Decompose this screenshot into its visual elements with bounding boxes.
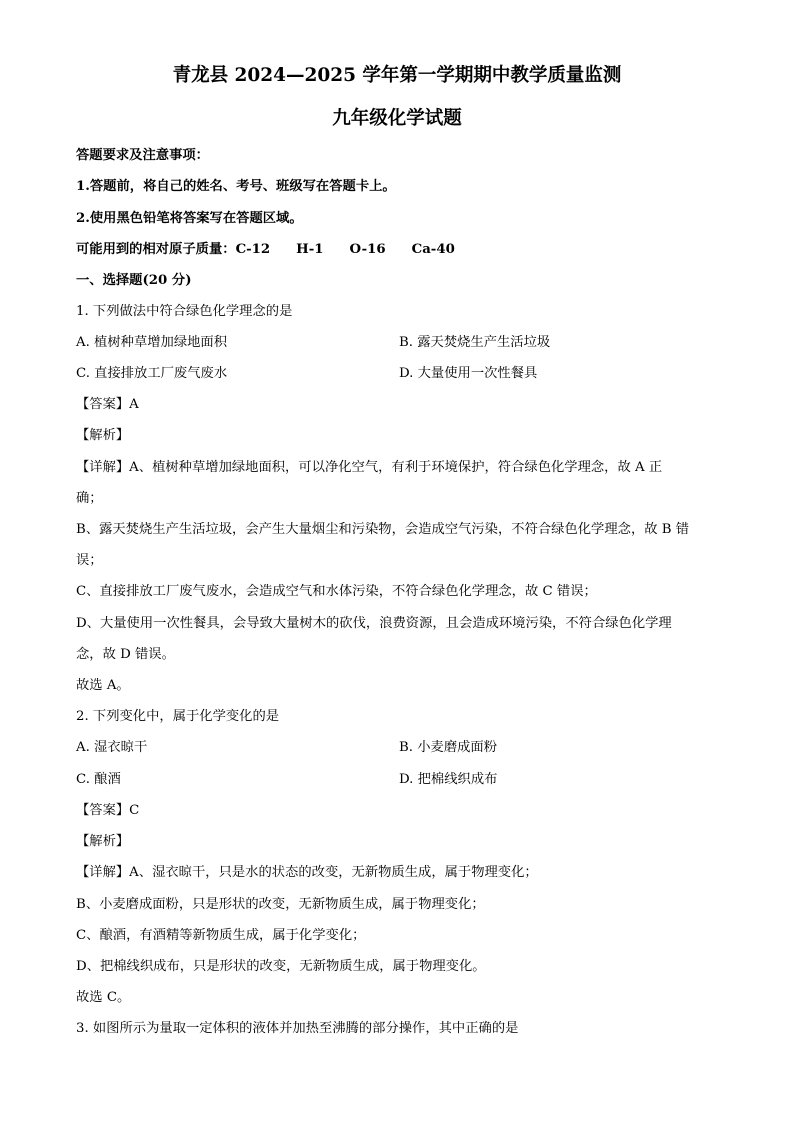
- analysis-label: 【解析】: [76, 834, 130, 849]
- atomic-mass-value: H-1: [296, 242, 324, 257]
- detail-line: D、把棉线织成布，只是形状的改变，无新物质生成，属于物理变化。: [76, 959, 486, 974]
- detail-line: B、露天焚烧生产生活垃圾，会产生大量烟尘和污染物，会造成空气污染，不符合绿色化学理念，故 B 错: [76, 522, 690, 537]
- option-a: A. 湿衣晾干: [76, 740, 148, 755]
- option-a: A. 植树种草增加绿地面积: [76, 335, 228, 350]
- detail-line: 故选 C。: [76, 990, 131, 1005]
- question-stem: 1. 下列做法中符合绿色化学理念的是: [76, 304, 293, 319]
- detail-line: 【详解】A、湿衣晾干，只是水的状态的改变，无新物质生成，属于物理变化；: [76, 865, 538, 880]
- detail-line: 念，故 D 错误。: [76, 647, 175, 662]
- detail-line: C、酿酒，有酒精等新物质生成，属于化学变化；: [76, 928, 366, 943]
- option-b: B. 小麦磨成面粉: [399, 740, 498, 755]
- option-d: D. 把棉线织成布: [399, 772, 498, 787]
- answer-line: 【答案】C: [76, 803, 140, 818]
- detail-line: D、大量使用一次性餐具，会导致大量树木的砍伐，浪费资源，且会造成环境污染，不符合绿色化学理: [76, 616, 672, 631]
- question-stem: 3. 如图所示为量取一定体积的液体并加热至沸腾的部分操作，其中正确的是: [76, 1021, 519, 1036]
- atomic-mass-value: C-12: [235, 242, 271, 257]
- analysis-label: 【解析】: [76, 428, 130, 443]
- instructions-heading: 答题要求及注意事项：: [76, 148, 209, 163]
- answer-line: 【答案】A: [76, 397, 139, 412]
- page-subtitle: 九年级化学试题: [332, 108, 462, 129]
- detail-line: 【详解】A、植树种草增加绿地面积，可以净化空气，有利于环境保护，符合绿色化学理念，故 A 正: [76, 460, 663, 475]
- atomic-mass-label: 可能用到的相对原子质量：: [76, 242, 236, 257]
- detail-line: C、直接排放工厂废气废水，会造成空气和水体污染，不符合绿色化学理念，故 C 错误；: [76, 584, 597, 599]
- option-d: D. 大量使用一次性餐具: [399, 366, 538, 381]
- section-title: 一、选择题(20 分): [76, 273, 192, 288]
- detail-line: 误；: [76, 553, 103, 568]
- detail-line: 确；: [76, 491, 103, 506]
- atomic-mass-value: Ca-40: [411, 242, 455, 257]
- instruction-item: 1.答题前，将自己的姓名、考号、班级写在答题卡上。: [76, 179, 396, 194]
- option-c: C. 酿酒: [76, 772, 121, 787]
- option-c: C. 直接排放工厂废气废水: [76, 366, 228, 381]
- detail-line: 故选 A。: [76, 678, 130, 693]
- instruction-item: 2.使用黑色铅笔将答案写在答题区域。: [76, 211, 303, 226]
- option-b: B. 露天焚烧生产生活垃圾: [399, 335, 551, 350]
- detail-line: B、小麦磨成面粉，只是形状的改变，无新物质生成，属于物理变化；: [76, 897, 485, 912]
- atomic-mass-value: O-16: [349, 242, 386, 257]
- atomic-mass-line: [76, 241, 455, 259]
- page-title: 青龙县 2024—2025 学年第一学期期中教学质量监测: [172, 65, 622, 86]
- question-stem: 2. 下列变化中，属于化学变化的是: [76, 709, 280, 724]
